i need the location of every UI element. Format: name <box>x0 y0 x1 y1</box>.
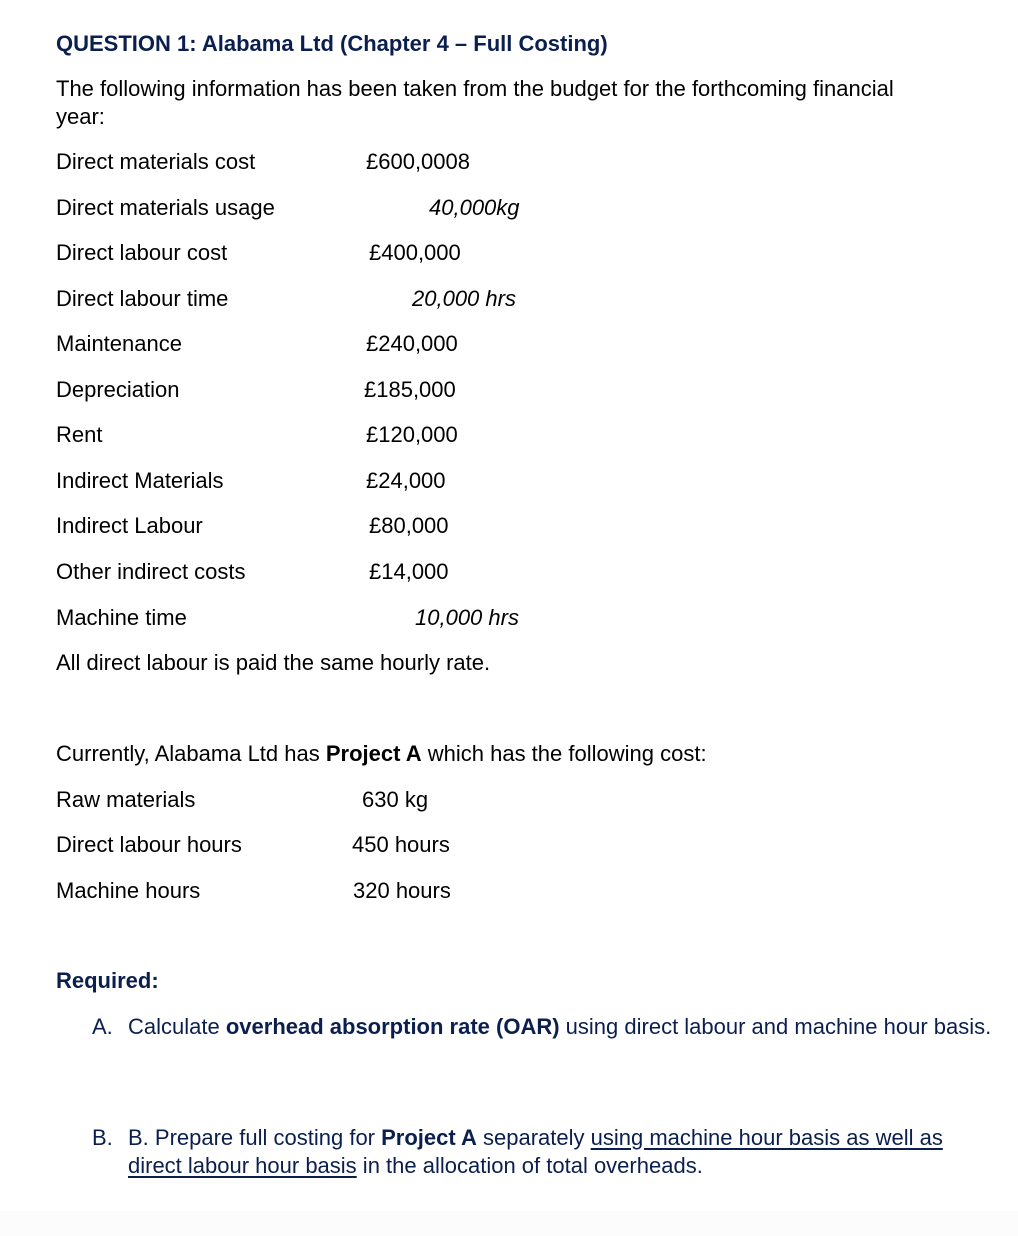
budget-value: £600,0008 <box>366 149 470 174</box>
budget-value: 40,000kg <box>429 195 520 220</box>
budget-label: Direct labour cost <box>56 240 228 265</box>
budget-label: Direct materials usage <box>56 195 275 220</box>
budget-label: Maintenance <box>56 331 182 356</box>
budget-label: Rent <box>56 422 103 447</box>
project-label: Raw materials <box>56 787 196 812</box>
budget-value: 10,000 hrs <box>415 605 519 630</box>
item-text: separately <box>476 1125 591 1150</box>
list-marker: A. <box>92 1014 113 1039</box>
budget-value: £24,000 <box>366 468 446 493</box>
budget-value: £400,000 <box>369 240 461 265</box>
required-list-b <box>92 1124 992 1180</box>
budget-value: £80,000 <box>369 513 449 538</box>
project-label: Machine hours <box>56 878 201 903</box>
item-bold-text: overhead absorption rate (OAR) <box>225 1014 560 1039</box>
page-footer-band <box>0 1211 1018 1236</box>
budget-value: 20,000 hrs <box>412 286 516 311</box>
required-list <box>92 1013 992 1041</box>
budget-value: £120,000 <box>366 422 458 447</box>
intro-text-line1: The following information has been taken from the budget for the forthcoming financial <box>56 76 894 101</box>
project-name: Project A <box>325 741 422 766</box>
item-text: B. Prepare full costing for <box>128 1125 382 1150</box>
project-label: Direct labour hours <box>56 832 242 857</box>
budget-value: £185,000 <box>364 377 456 402</box>
item-bold-text: Project A <box>381 1125 477 1150</box>
item-text: in the allocation of total overheads. <box>356 1153 703 1178</box>
list-marker: B. <box>92 1125 113 1150</box>
question-title: QUESTION 1: Alabama Ltd (Chapter 4 – Full Costing) <box>56 31 608 56</box>
budget-label: Direct labour time <box>56 286 229 311</box>
budget-value: £14,000 <box>369 559 449 584</box>
budget-label: Depreciation <box>56 377 180 402</box>
project-intro-text: which has the following cost: <box>421 741 707 766</box>
project-intro <box>56 741 707 767</box>
budget-label: Direct materials cost <box>56 149 256 174</box>
intro-text-line2: year: <box>56 104 105 129</box>
budget-label: Indirect Materials <box>56 468 224 493</box>
budget-label: Indirect Labour <box>56 513 203 538</box>
project-value: 450 hours <box>352 832 450 857</box>
budget-label: Machine time <box>56 605 187 630</box>
labour-note: All direct labour is paid the same hourly rate. <box>56 650 491 675</box>
item-underlined-text: using machine hour basis as well as direct labour hour basis <box>128 1125 943 1178</box>
required-heading: Required: <box>56 968 159 993</box>
project-value: 630 kg <box>362 787 429 812</box>
project-value: 320 hours <box>353 878 451 903</box>
item-text: Calculate <box>128 1014 226 1039</box>
budget-value: £240,000 <box>366 331 458 356</box>
required-item-b <box>92 1124 992 1180</box>
project-intro-text: Currently, Alabama Ltd has <box>56 741 326 766</box>
budget-label: Other indirect costs <box>56 559 246 584</box>
item-text: using direct labour and machine hour basis. <box>559 1014 992 1039</box>
required-item-a <box>92 1013 992 1041</box>
